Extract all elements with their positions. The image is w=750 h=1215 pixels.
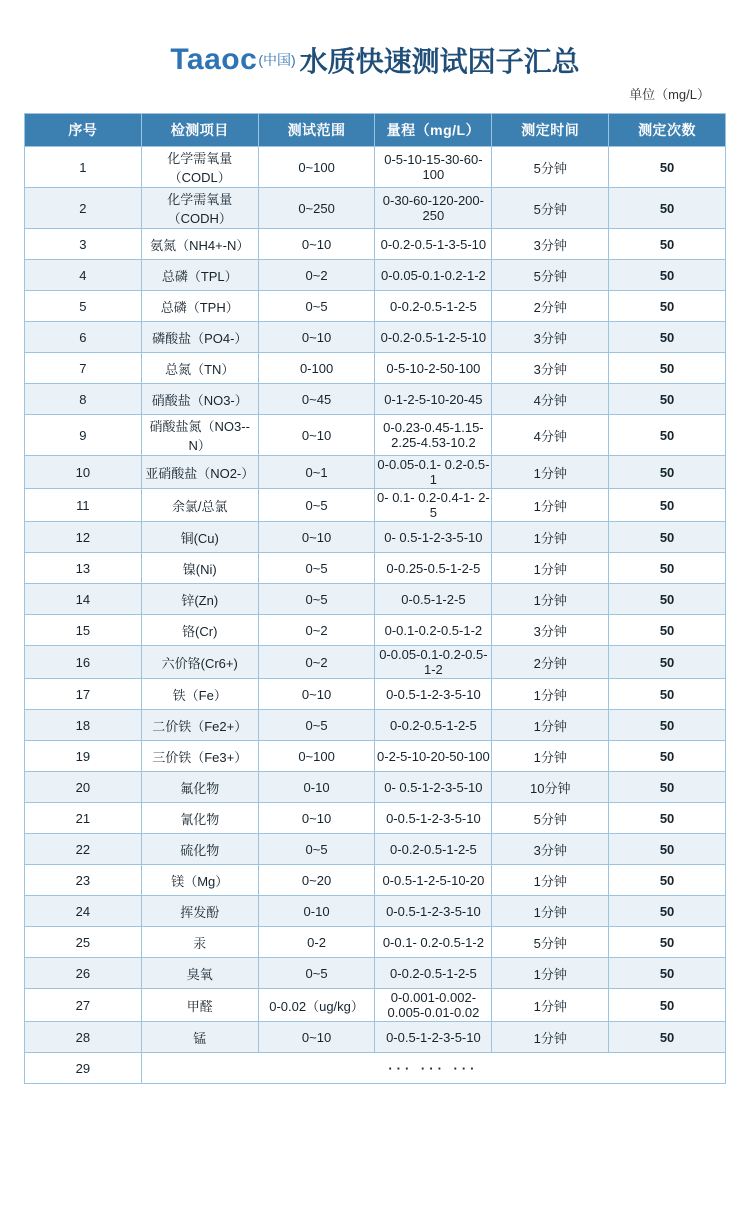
cell-range: 0~2 xyxy=(258,615,375,646)
factors-table xyxy=(24,113,726,1084)
cell-scale: 0-0.25-0.5-1-2-5 xyxy=(375,553,492,584)
cell-no: 10 xyxy=(25,456,142,489)
cell-item: 硝酸盐（NO3-） xyxy=(141,384,258,415)
cell-scale: 0-5-10-15-30-60-100 xyxy=(375,147,492,188)
cell-item: 总磷（TPH） xyxy=(141,291,258,322)
cell-item: 总氮（TN） xyxy=(141,353,258,384)
cell-range: 0-2 xyxy=(258,927,375,958)
cell-scale: 0-0.2-0.5-1-2-5 xyxy=(375,958,492,989)
column-header-range: 测试范围 xyxy=(258,114,375,147)
cell-no: 14 xyxy=(25,584,142,615)
cell-scale: 0-0.05-0.1-0.2-0.5-1-2 xyxy=(375,646,492,679)
cell-count: 50 xyxy=(609,384,726,415)
table-row xyxy=(25,489,726,522)
cell-count: 50 xyxy=(609,741,726,772)
table-row xyxy=(25,322,726,353)
cell-range: 0-0.02（ug/kg） xyxy=(258,989,375,1022)
cell-time: 5分钟 xyxy=(492,147,609,188)
table-row-last xyxy=(25,1053,726,1084)
cell-time: 5分钟 xyxy=(492,260,609,291)
cell-item: 汞 xyxy=(141,927,258,958)
cell-range: 0~20 xyxy=(258,865,375,896)
cell-item: 镁（Mg） xyxy=(141,865,258,896)
cell-range: 0~10 xyxy=(258,522,375,553)
column-header-time: 测定时间 xyxy=(492,114,609,147)
cell-scale: 0-0.5-1-2-3-5-10 xyxy=(375,896,492,927)
cell-no: 11 xyxy=(25,489,142,522)
table-row xyxy=(25,415,726,456)
cell-no: 2 xyxy=(25,188,142,229)
cell-range: 0~10 xyxy=(258,679,375,710)
cell-item: 臭氧 xyxy=(141,958,258,989)
cell-time: 1分钟 xyxy=(492,456,609,489)
cell-no: 16 xyxy=(25,646,142,679)
cell-item: 硫化物 xyxy=(141,834,258,865)
table-row xyxy=(25,741,726,772)
table-row xyxy=(25,896,726,927)
cell-count: 50 xyxy=(609,584,726,615)
cell-no: 7 xyxy=(25,353,142,384)
cell-range: 0~10 xyxy=(258,322,375,353)
cell-time: 1分钟 xyxy=(492,1022,609,1053)
cell-no: 3 xyxy=(25,229,142,260)
cell-scale: 0- 0.1- 0.2-0.4-1- 2- 5 xyxy=(375,489,492,522)
cell-range: 0~5 xyxy=(258,834,375,865)
cell-item: 化学需氧量（CODH） xyxy=(141,188,258,229)
cell-count: 50 xyxy=(609,615,726,646)
cell-scale: 0-2-5-10-20-50-100 xyxy=(375,741,492,772)
cell-no: 8 xyxy=(25,384,142,415)
cell-item: 化学需氧量（CODL） xyxy=(141,147,258,188)
table-row xyxy=(25,772,726,803)
table-row xyxy=(25,710,726,741)
table-body xyxy=(25,147,726,1084)
column-header-no: 序号 xyxy=(25,114,142,147)
cell-no: 9 xyxy=(25,415,142,456)
cell-range: 0~5 xyxy=(258,958,375,989)
cell-count: 50 xyxy=(609,353,726,384)
cell-count: 50 xyxy=(609,958,726,989)
cell-no: 15 xyxy=(25,615,142,646)
page-title xyxy=(24,0,726,80)
cell-time: 4分钟 xyxy=(492,415,609,456)
cell-item: 锌(Zn) xyxy=(141,584,258,615)
cell-no: 28 xyxy=(25,1022,142,1053)
cell-scale: 0-0.23-0.45-1.15-2.25-4.53-10.2 xyxy=(375,415,492,456)
cell-time: 1分钟 xyxy=(492,865,609,896)
cell-count: 50 xyxy=(609,989,726,1022)
cell-item: 甲醛 xyxy=(141,989,258,1022)
cell-range: 0-100 xyxy=(258,353,375,384)
table-row xyxy=(25,188,726,229)
cell-no: 19 xyxy=(25,741,142,772)
cell-scale: 0-30-60-120-200-250 xyxy=(375,188,492,229)
cell-no: 6 xyxy=(25,322,142,353)
table-row xyxy=(25,927,726,958)
cell-time: 1分钟 xyxy=(492,710,609,741)
cell-scale: 0-0.2-0.5-1-2-5 xyxy=(375,834,492,865)
cell-time: 2分钟 xyxy=(492,291,609,322)
cell-no: 23 xyxy=(25,865,142,896)
cell-count: 50 xyxy=(609,646,726,679)
table-row xyxy=(25,958,726,989)
cell-scale: 0- 0.5-1-2-3-5-10 xyxy=(375,522,492,553)
cell-count: 50 xyxy=(609,1022,726,1053)
table-row xyxy=(25,865,726,896)
cell-count: 50 xyxy=(609,489,726,522)
cell-item: 硝酸盐氮（NO3--N） xyxy=(141,415,258,456)
cell-count: 50 xyxy=(609,188,726,229)
cell-range: 0-10 xyxy=(258,772,375,803)
cell-no: 4 xyxy=(25,260,142,291)
table-row xyxy=(25,584,726,615)
cell-item: 氨氮（NH4+-N） xyxy=(141,229,258,260)
cell-range: 0~5 xyxy=(258,584,375,615)
cell-count: 50 xyxy=(609,896,726,927)
cell-scale: 0-0.1-0.2-0.5-1-2 xyxy=(375,615,492,646)
cell-count: 50 xyxy=(609,322,726,353)
cell-count: 50 xyxy=(609,803,726,834)
cell-scale: 0-0.05-0.1- 0.2-0.5-1 xyxy=(375,456,492,489)
cell-no: 27 xyxy=(25,989,142,1022)
cell-item: 六价铬(Cr6+) xyxy=(141,646,258,679)
brand-name: Taaoc xyxy=(170,43,258,76)
table-row xyxy=(25,522,726,553)
table-row xyxy=(25,646,726,679)
cell-count: 50 xyxy=(609,147,726,188)
table-row xyxy=(25,615,726,646)
cell-scale: 0-0.2-0.5-1-2-5 xyxy=(375,710,492,741)
cell-item: 氰化物 xyxy=(141,803,258,834)
cell-item: 余氯/总氯 xyxy=(141,489,258,522)
cell-time: 1分钟 xyxy=(492,489,609,522)
table-row xyxy=(25,679,726,710)
cell-scale: 0-0.05-0.1-0.2-1-2 xyxy=(375,260,492,291)
cell-item: 铁（Fe） xyxy=(141,679,258,710)
title-text: 水质快速测试因子汇总 xyxy=(299,46,580,77)
cell-time: 3分钟 xyxy=(492,322,609,353)
cell-item: 总磷（TPL） xyxy=(141,260,258,291)
cell-time: 3分钟 xyxy=(492,834,609,865)
cell-range: 0~10 xyxy=(258,415,375,456)
cell-range: 0~2 xyxy=(258,646,375,679)
cell-no: 13 xyxy=(25,553,142,584)
cell-time: 4分钟 xyxy=(492,384,609,415)
cell-scale: 0-1-2-5-10-20-45 xyxy=(375,384,492,415)
cell-count: 50 xyxy=(609,679,726,710)
cell-range: 0~45 xyxy=(258,384,375,415)
cell-range: 0~5 xyxy=(258,710,375,741)
table-row xyxy=(25,456,726,489)
cell-range: 0~10 xyxy=(258,803,375,834)
cell-item: 铜(Cu) xyxy=(141,522,258,553)
cell-no: 1 xyxy=(25,147,142,188)
cell-count: 50 xyxy=(609,456,726,489)
cell-range: 0~5 xyxy=(258,553,375,584)
cell-count: 50 xyxy=(609,415,726,456)
cell-count: 50 xyxy=(609,710,726,741)
cell-time: 5分钟 xyxy=(492,188,609,229)
cell-item: 氟化物 xyxy=(141,772,258,803)
cell-count: 50 xyxy=(609,260,726,291)
cell-count: 50 xyxy=(609,553,726,584)
cell-range: 0~1 xyxy=(258,456,375,489)
cell-range: 0~5 xyxy=(258,489,375,522)
cell-item: 亚硝酸盐（NO2-） xyxy=(141,456,258,489)
cell-time: 1分钟 xyxy=(492,522,609,553)
cell-time: 1分钟 xyxy=(492,958,609,989)
cell-scale: 0-0.5-1-2-5 xyxy=(375,584,492,615)
cell-time: 1分钟 xyxy=(492,989,609,1022)
cell-item: 镍(Ni) xyxy=(141,553,258,584)
table-row xyxy=(25,834,726,865)
table-row xyxy=(25,384,726,415)
table-row xyxy=(25,353,726,384)
unit-note: 单位（mg/L） xyxy=(629,87,710,102)
table-row xyxy=(25,989,726,1022)
column-header-scale: 量程（mg/L） xyxy=(375,114,492,147)
table-row xyxy=(25,291,726,322)
cell-time: 10分钟 xyxy=(492,772,609,803)
cell-continuation-dots: ··· ··· ··· xyxy=(141,1053,725,1084)
cell-scale: 0- 0.5-1-2-3-5-10 xyxy=(375,772,492,803)
cell-time: 1分钟 xyxy=(492,553,609,584)
column-header-item: 检测项目 xyxy=(141,114,258,147)
cell-count: 50 xyxy=(609,865,726,896)
cell-no: 5 xyxy=(25,291,142,322)
cell-time: 5分钟 xyxy=(492,803,609,834)
cell-time: 2分钟 xyxy=(492,646,609,679)
table-row xyxy=(25,147,726,188)
cell-no: 29 xyxy=(25,1053,142,1084)
cell-range: 0~5 xyxy=(258,291,375,322)
cell-scale: 0-0.5-1-2-3-5-10 xyxy=(375,1022,492,1053)
cell-scale: 0-0.001-0.002-0.005-0.01-0.02 xyxy=(375,989,492,1022)
cell-time: 3分钟 xyxy=(492,615,609,646)
cell-range: 0~10 xyxy=(258,1022,375,1053)
cell-no: 22 xyxy=(25,834,142,865)
cell-time: 5分钟 xyxy=(492,927,609,958)
cell-scale: 0-0.5-1-2-3-5-10 xyxy=(375,803,492,834)
cell-no: 24 xyxy=(25,896,142,927)
cell-range: 0-10 xyxy=(258,896,375,927)
cell-count: 50 xyxy=(609,834,726,865)
cell-time: 1分钟 xyxy=(492,741,609,772)
cell-no: 21 xyxy=(25,803,142,834)
cell-scale: 0-0.2-0.5-1-3-5-10 xyxy=(375,229,492,260)
cell-count: 50 xyxy=(609,927,726,958)
cell-no: 17 xyxy=(25,679,142,710)
cell-scale: 0-0.2-0.5-1-2-5-10 xyxy=(375,322,492,353)
table-row xyxy=(25,803,726,834)
cell-count: 50 xyxy=(609,522,726,553)
brand-region: (中国) xyxy=(258,52,296,68)
table-row xyxy=(25,1022,726,1053)
cell-count: 50 xyxy=(609,291,726,322)
cell-scale: 0-0.2-0.5-1-2-5 xyxy=(375,291,492,322)
cell-time: 1分钟 xyxy=(492,584,609,615)
cell-no: 20 xyxy=(25,772,142,803)
cell-scale: 0-0.1- 0.2-0.5-1-2 xyxy=(375,927,492,958)
cell-no: 18 xyxy=(25,710,142,741)
cell-range: 0~10 xyxy=(258,229,375,260)
cell-range: 0~2 xyxy=(258,260,375,291)
cell-time: 3分钟 xyxy=(492,353,609,384)
cell-count: 50 xyxy=(609,772,726,803)
footer-spacer xyxy=(24,1084,726,1118)
cell-item: 挥发酚 xyxy=(141,896,258,927)
cell-item: 磷酸盐（PO4-） xyxy=(141,322,258,353)
cell-item: 铬(Cr) xyxy=(141,615,258,646)
cell-time: 3分钟 xyxy=(492,229,609,260)
cell-no: 25 xyxy=(25,927,142,958)
cell-item: 二价铁（Fe2+） xyxy=(141,710,258,741)
cell-range: 0~100 xyxy=(258,741,375,772)
table-row xyxy=(25,553,726,584)
cell-time: 1分钟 xyxy=(492,679,609,710)
cell-scale: 0-0.5-1-2-5-10-20 xyxy=(375,865,492,896)
cell-range: 0~100 xyxy=(258,147,375,188)
table-row xyxy=(25,229,726,260)
cell-no: 12 xyxy=(25,522,142,553)
cell-count: 50 xyxy=(609,229,726,260)
cell-time: 1分钟 xyxy=(492,896,609,927)
cell-scale: 0-0.5-1-2-3-5-10 xyxy=(375,679,492,710)
table-header-row xyxy=(25,114,726,147)
cell-item: 三价铁（Fe3+） xyxy=(141,741,258,772)
cell-range: 0~250 xyxy=(258,188,375,229)
cell-item: 锰 xyxy=(141,1022,258,1053)
column-header-count: 测定次数 xyxy=(609,114,726,147)
cell-no: 26 xyxy=(25,958,142,989)
cell-scale: 0-5-10-2-50-100 xyxy=(375,353,492,384)
table-row xyxy=(25,260,726,291)
